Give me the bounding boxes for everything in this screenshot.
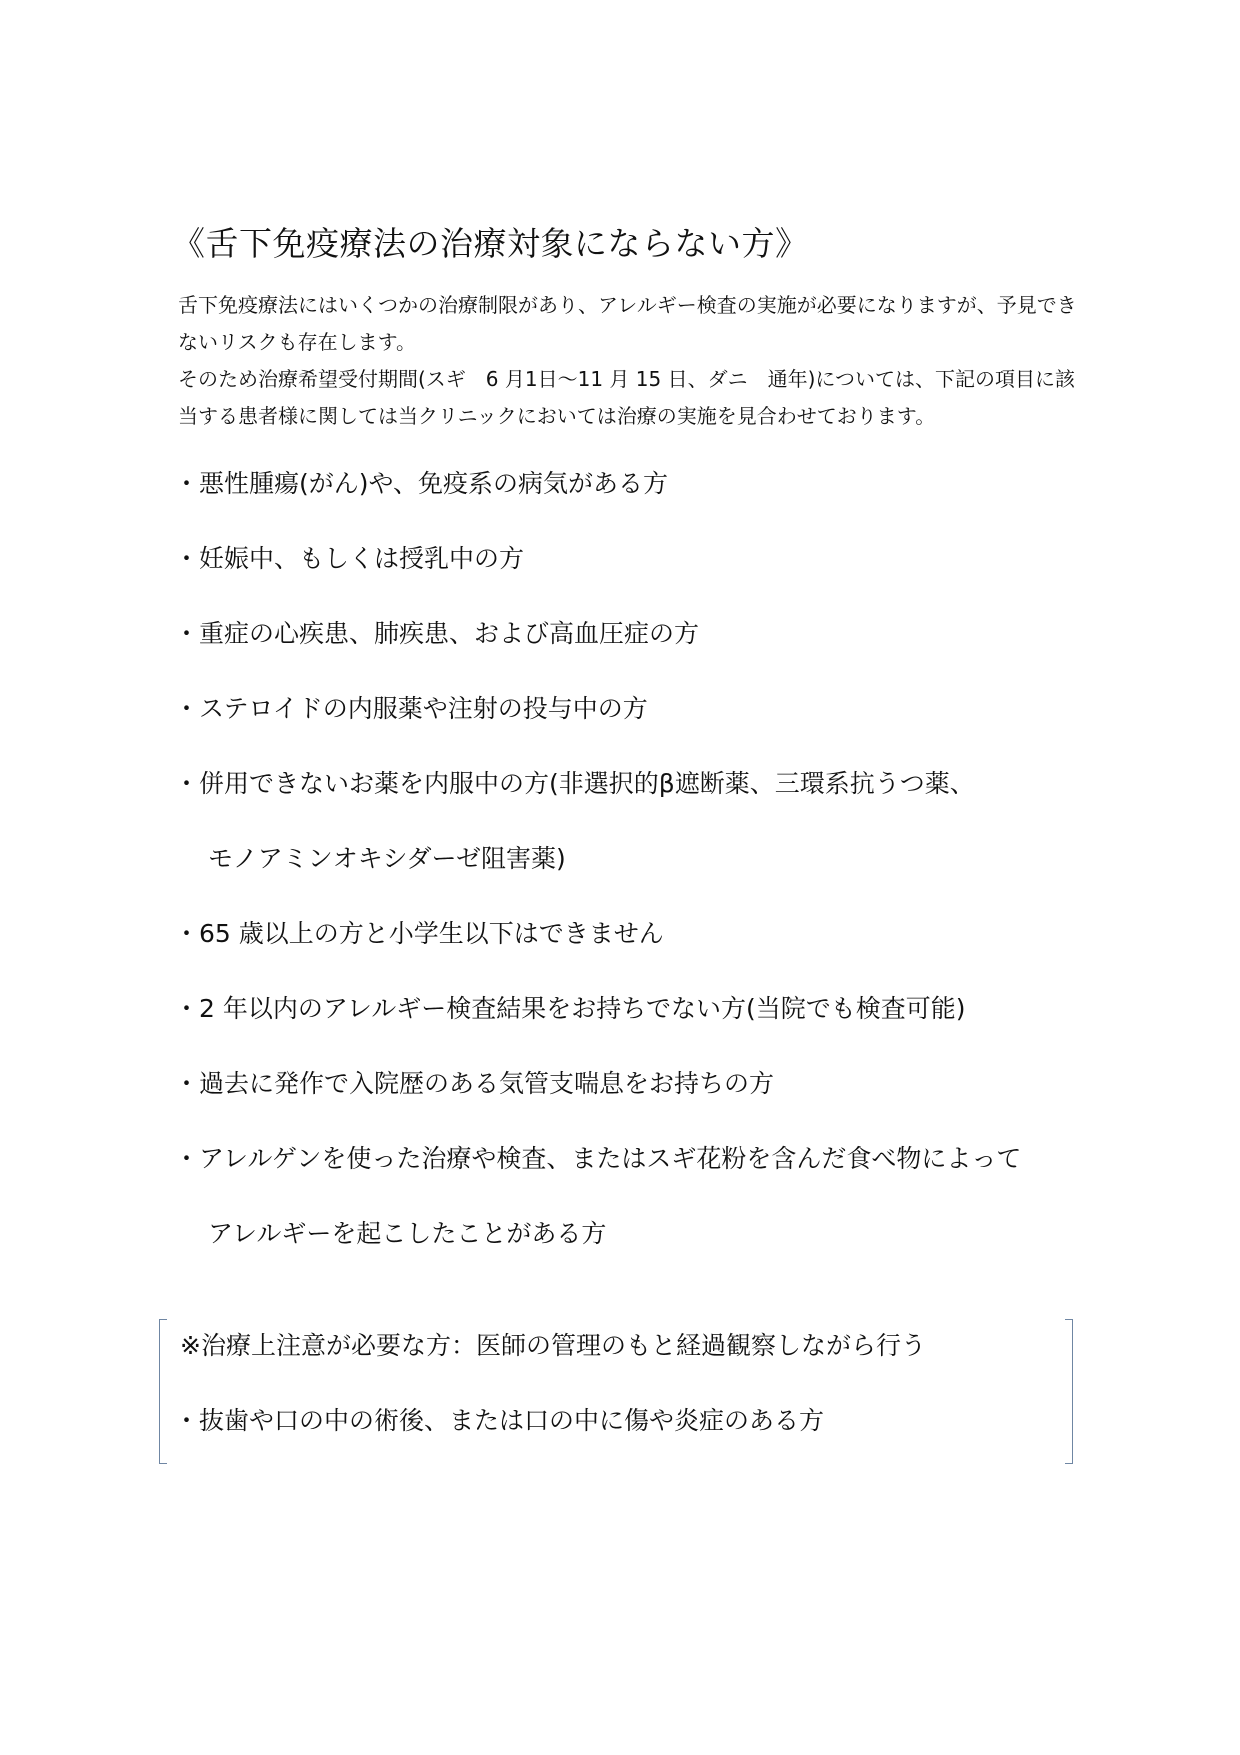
excluded-items-list xyxy=(174,446,1021,1271)
list-item: ・65 歳以上の方と小学生以下はできません xyxy=(174,919,664,948)
list-item-continuation: モノアミンオキシダーゼ阻害薬) xyxy=(208,844,566,873)
caution-heading: ※治療上注意が必要な方：医師の管理のもと経過観察しながら行う xyxy=(180,1331,926,1360)
list-item-text: ・アレルゲンを使った治療や検査、またはスギ花粉を含んだ食べ物によって xyxy=(174,1144,1022,1173)
list-item-text: ・併用できないお薬を内服中の方(非選択的β遮断薬、三環系抗うつ薬、 xyxy=(174,769,975,798)
caution-box xyxy=(159,1319,1073,1464)
page-title: 《舌下免疫療法の治療対象にならない方》 xyxy=(172,224,809,263)
list-item: ・2 年以内のアレルギー検査結果をお持ちでない方(当院でも検査可能) xyxy=(174,994,966,1023)
list-item: ・ステロイドの内服薬や注射の投与中の方 xyxy=(174,694,648,723)
list-item-continuation: アレルギーを起こしたことがある方 xyxy=(208,1219,607,1248)
left-bracket xyxy=(159,1319,167,1464)
right-bracket xyxy=(1065,1319,1073,1464)
intro-paragraph: 舌下免疫療法にはいくつかの治療制限があり、アレルギー検査の実施が必要になりますが、予見できないリスクも存在します。 xyxy=(178,293,1077,354)
intro-text xyxy=(178,287,1078,435)
list-item: ・妊娠中、もしくは授乳中の方 xyxy=(174,544,525,573)
caution-item: ・抜歯や口の中の術後、または口の中に傷や炎症のある方 xyxy=(174,1406,825,1435)
list-item: ・悪性腫瘍(がん)や、免疫系の病気がある方 xyxy=(174,469,669,498)
list-item: ・重症の心疾患、肺疾患、および高血圧症の方 xyxy=(174,619,700,648)
intro-paragraph: そのため治療希望受付期間(スギ 6 月1日～11 月 15 日、ダニ 通年)については、下記の項目に該当する患者様に関しては当クリニックにおいては治療の実施を見合わせております。 xyxy=(178,367,1075,428)
list-item: ・過去に発作で入院歴のある気管支喘息をお持ちの方 xyxy=(174,1069,775,1098)
list-item xyxy=(174,1121,1021,1271)
list-item xyxy=(174,746,1021,896)
